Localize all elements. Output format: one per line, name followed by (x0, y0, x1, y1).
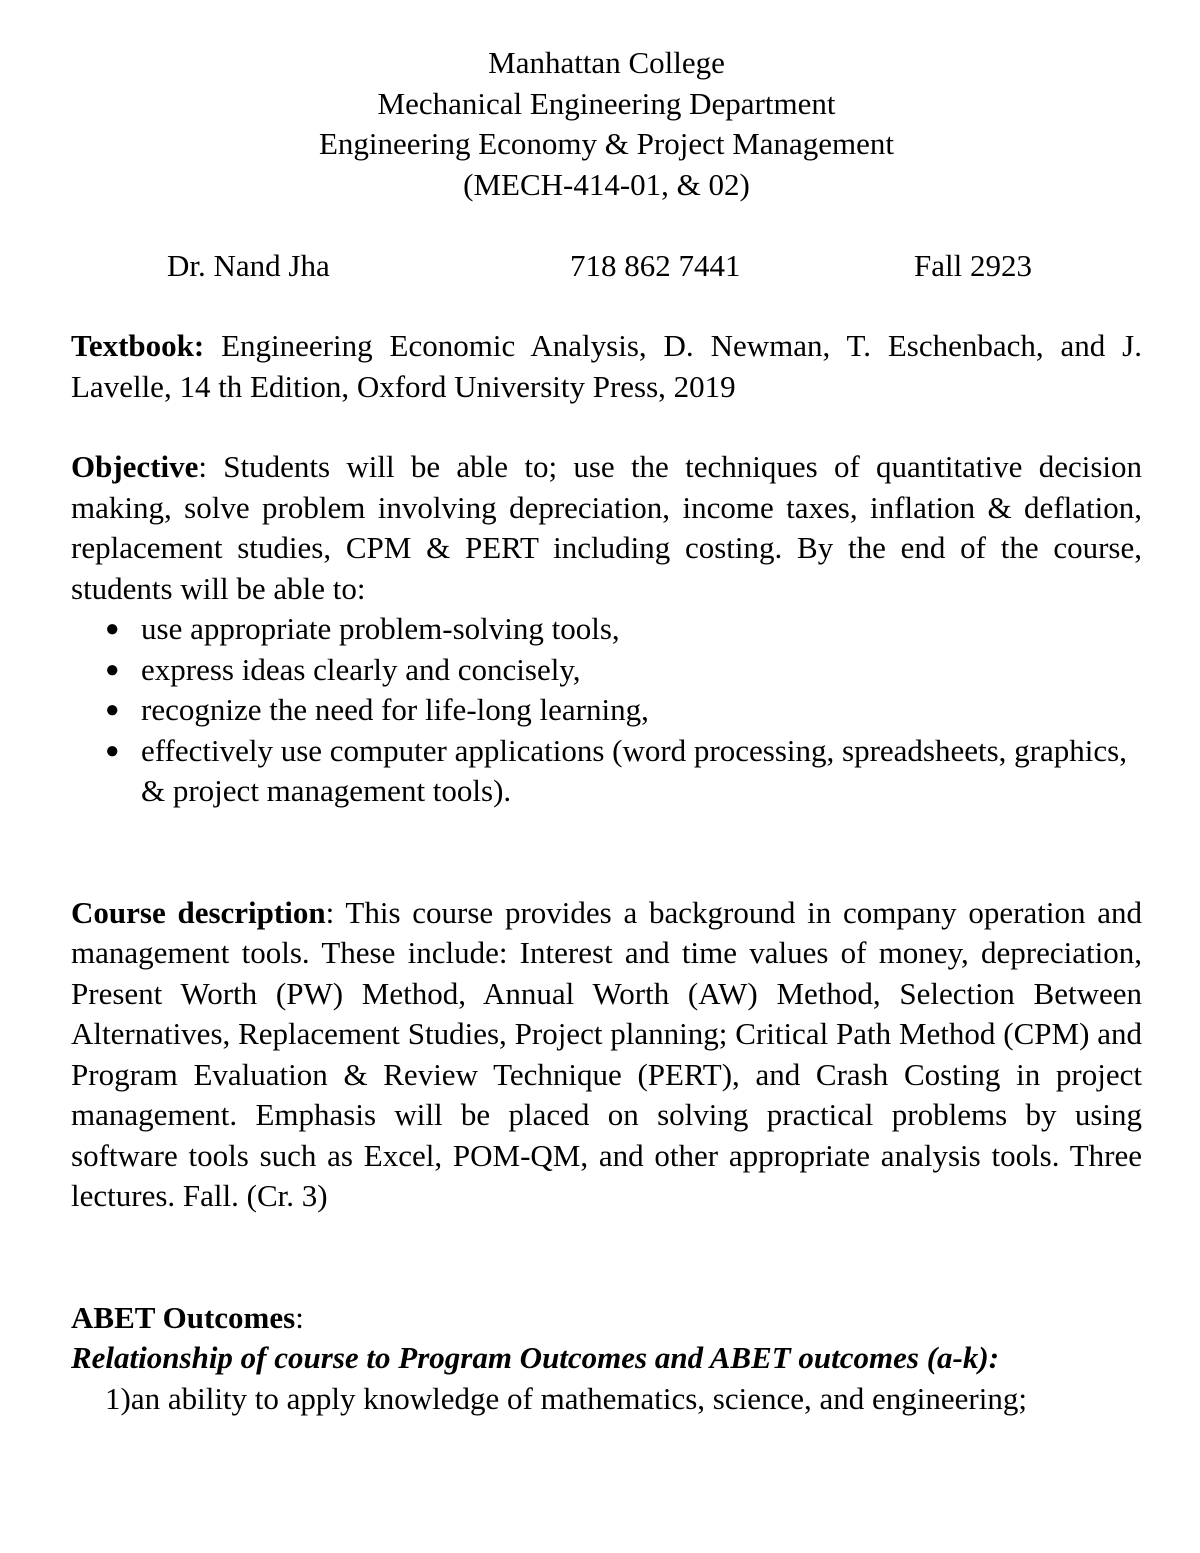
list-item: ● recognize the need for life-long learning, (141, 690, 1142, 731)
department-name: Mechanical Engineering Department (377, 85, 836, 121)
objective-label: Objective (71, 449, 199, 484)
course-description-label: Course description (71, 894, 326, 930)
bullet-icon: ● (105, 656, 120, 683)
outcome-text: an ability to apply knowledge of mathematics, science, and engineering; (130, 1380, 1027, 1416)
instructor-name: Dr. Nand Jha (167, 248, 330, 283)
course-description-text: : This course provides a background in company operation and management tools. These include: Interest and time values of money, depreciation, Present Worth (PW) Method, Annual Worth (AW) Method, Selection Between Alternatives, Replacement Studies, Project planning; Critical Path Method (CPM) and Program Evaluation & Review Technique (PERT), and Crash Costing in project management. Emphasis will be placed on solving practical problems by using software tools such as Excel, POM-QM, and other appropriate analysis tools. Three lectures. Fall. (Cr. 3) (71, 894, 1142, 1213)
instructor-phone: 718 862 7441 (570, 248, 741, 283)
list-item: ● effectively use computer applications (word processing, spreadsheets, graphics, & project management tools). (105, 732, 1127, 808)
syllabus-page (71, 43, 1142, 1419)
contact-row (71, 246, 1142, 286)
textbook-text: Engineering Economic Analysis, D. Newman, T. Eschenbach, and J. Lavelle, 14 th Edition, Oxford University Press, 2019 (71, 328, 1142, 404)
objective-list (71, 609, 1142, 812)
course-term: Fall 2923 (914, 248, 1032, 283)
objective-text: : Students will be able to; use the techniques of quantitative decision making, solve problem involving depreciation, income taxes, inflation & deflation, replacement studies, CPM & PERT including costing. By the end of the course, students will be able to: (71, 449, 1142, 606)
outcome-number: 1) (105, 1380, 131, 1416)
course-code: (MECH-414-01, & 02) (463, 166, 750, 202)
list-item (105, 1379, 1142, 1420)
abet-heading: ABET Outcomes: (71, 1299, 304, 1335)
objective-section (71, 447, 1142, 609)
textbook-section (71, 326, 1142, 407)
course-description-section (71, 893, 1142, 1217)
course-title: Engineering Economy & Project Management (318, 126, 895, 161)
list-item: ● use appropriate problem-solving tools, (141, 609, 1142, 650)
bullet-icon: ● (105, 697, 120, 723)
institution-name: Manhattan College (488, 45, 725, 80)
abet-label: ABET Outcomes (71, 1299, 296, 1335)
textbook-label: Textbook: (71, 328, 205, 363)
list-item: ● express ideas clearly and concisely, (141, 650, 1142, 691)
abet-subtitle: Relationship of course to Program Outcomes and ABET outcomes (a-k): (71, 1340, 1000, 1375)
bullet-icon: ● (105, 737, 120, 764)
abet-outcomes-list (71, 1379, 1142, 1420)
document-header (71, 43, 1142, 205)
bullet-icon: ● (105, 616, 120, 642)
